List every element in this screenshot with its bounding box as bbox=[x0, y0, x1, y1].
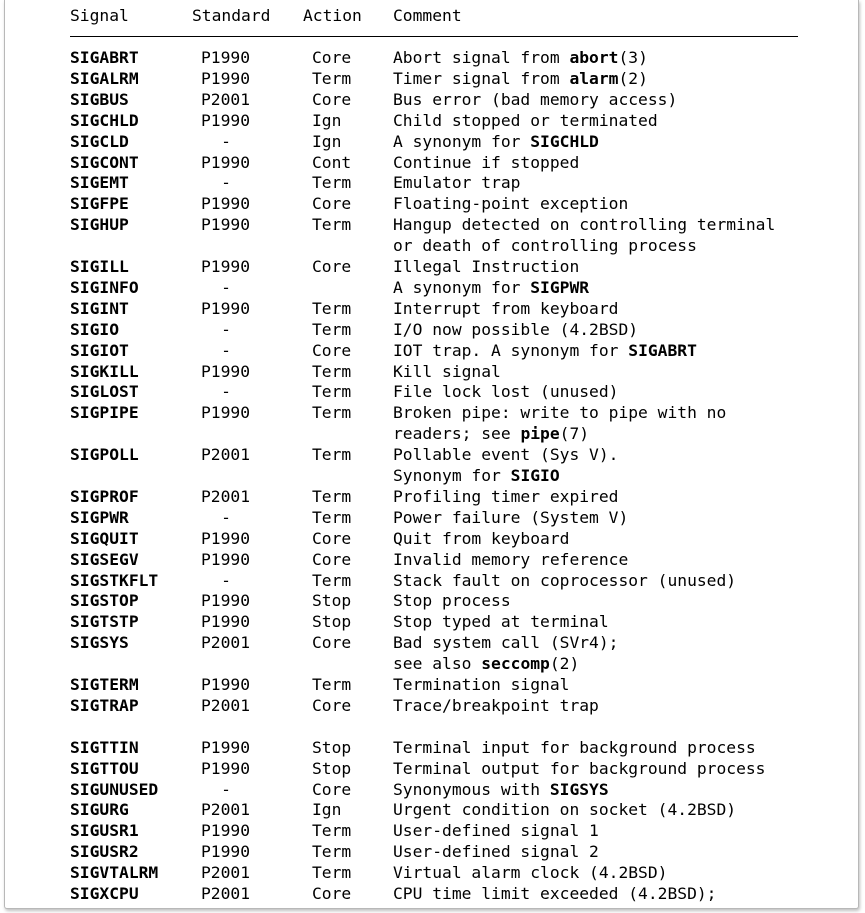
table-row bbox=[0, 883, 865, 904]
signal-standard: P1990 bbox=[201, 257, 251, 276]
header-comment: Comment bbox=[393, 6, 462, 25]
signal-standard: P1990 bbox=[201, 821, 251, 841]
signal-name: SIGINFO bbox=[70, 277, 139, 297]
table-row bbox=[0, 402, 865, 423]
table-row bbox=[0, 799, 865, 820]
signal-action: Term bbox=[312, 215, 352, 235]
signal-action: Term bbox=[312, 382, 352, 402]
signal-name: SIGCLD bbox=[70, 131, 129, 151]
signal-action: Stop bbox=[312, 758, 352, 778]
signal-comment: Power failure (System V) bbox=[393, 507, 629, 527]
signal-name: SIGSEGV bbox=[70, 549, 139, 569]
signal-comment: Bus error (bad memory access) bbox=[393, 89, 678, 109]
signal-name: SIGCONT bbox=[70, 152, 139, 172]
signal-standard: P1990 bbox=[201, 215, 251, 235]
signal-action: Term bbox=[312, 675, 352, 694]
signal-standard: P2001 bbox=[201, 486, 251, 506]
signal-name: SIGPIPE bbox=[70, 403, 139, 423]
table-row bbox=[0, 737, 865, 758]
table-row bbox=[0, 193, 865, 214]
signal-standard: P1990 bbox=[201, 737, 251, 757]
signal-name: SIGHUP bbox=[70, 215, 129, 235]
signal-standard: P1990 bbox=[201, 194, 251, 214]
signal-action: Stop bbox=[312, 737, 352, 757]
signal-standard: P1990 bbox=[201, 675, 251, 694]
signal-action: Term bbox=[312, 298, 352, 318]
signal-name: SIGBUS bbox=[70, 89, 129, 109]
signal-action: Cont bbox=[312, 152, 352, 172]
signal-action: Term bbox=[312, 173, 352, 193]
signal-action: Term bbox=[312, 821, 352, 841]
signal-comment: I/O now possible (4.2BSD) bbox=[393, 319, 639, 339]
table-row bbox=[0, 590, 865, 611]
signal-standard: - bbox=[221, 340, 231, 360]
signal-standard: P1990 bbox=[201, 48, 251, 67]
signal-comment: CPU time limit exceeded (4.2BSD); bbox=[393, 884, 717, 903]
table-row bbox=[0, 611, 865, 632]
table-row bbox=[0, 214, 865, 235]
signal-comment: Continue if stopped bbox=[393, 152, 580, 172]
signal-standard: P2001 bbox=[201, 445, 251, 465]
signal-comment: Emulator trap bbox=[393, 173, 521, 193]
signal-name: SIGPOLL bbox=[70, 445, 139, 465]
signal-name: SIGURG bbox=[70, 800, 129, 820]
signal-name: SIGIO bbox=[70, 319, 120, 339]
signal-name: SIGTTIN bbox=[70, 737, 139, 757]
signal-standard: - bbox=[221, 507, 231, 527]
signal-name: SIGTERM bbox=[70, 675, 139, 694]
signal-action: Term bbox=[312, 570, 352, 590]
signal-standard: P2001 bbox=[201, 633, 251, 653]
signal-standard: P2001 bbox=[201, 800, 251, 820]
signal-action: Term bbox=[312, 842, 352, 862]
signal-comment: A synonym for SIGCHLD bbox=[393, 131, 599, 151]
signal-standard: - bbox=[221, 131, 231, 151]
signal-action: Core bbox=[312, 884, 352, 903]
table-row bbox=[0, 820, 865, 841]
signal-action: Term bbox=[312, 319, 352, 339]
signal-name: SIGTTOU bbox=[70, 758, 139, 778]
bold-reference: SIGABRT bbox=[628, 340, 697, 360]
signal-comment: see also seccomp(2) bbox=[393, 654, 580, 674]
bold-reference: pipe bbox=[520, 424, 560, 444]
header-signal: Signal bbox=[70, 6, 129, 25]
bold-reference: SIGPWR bbox=[530, 277, 590, 297]
signal-standard: P1990 bbox=[201, 110, 251, 130]
bold-reference: abort bbox=[569, 48, 619, 67]
signal-comment: Child stopped or terminated bbox=[393, 110, 658, 130]
signal-name: SIGALRM bbox=[70, 68, 139, 88]
signal-name: SIGINT bbox=[70, 298, 129, 318]
signal-comment: Trace/breakpoint trap bbox=[393, 695, 599, 715]
signal-standard: P1990 bbox=[201, 758, 251, 778]
table-row bbox=[0, 131, 865, 152]
signal-name: SIGTSTP bbox=[70, 612, 139, 632]
table-row bbox=[0, 758, 865, 779]
signal-action: Term bbox=[312, 863, 352, 883]
signal-comment: Kill signal bbox=[393, 361, 501, 381]
signal-name: SIGTRAP bbox=[70, 695, 139, 715]
signal-comment: IOT trap. A synonym for SIGABRT bbox=[393, 340, 697, 360]
table-row bbox=[0, 632, 865, 653]
table-row bbox=[0, 653, 865, 674]
signal-comment: Abort signal from abort(3) bbox=[393, 48, 648, 67]
signal-standard: - bbox=[221, 319, 231, 339]
signal-action: Core bbox=[312, 633, 352, 653]
signal-action: Stop bbox=[312, 591, 352, 611]
signal-standard: P2001 bbox=[201, 884, 251, 903]
signal-action: Ign bbox=[312, 800, 342, 820]
bold-reference: seccomp bbox=[481, 654, 550, 674]
signal-standard: P1990 bbox=[201, 403, 251, 423]
table-row bbox=[0, 235, 865, 256]
signal-comment: Invalid memory reference bbox=[393, 549, 629, 569]
signal-name: SIGABRT bbox=[70, 48, 139, 67]
table-row bbox=[0, 298, 865, 319]
header-action: Action bbox=[303, 6, 362, 25]
table-row bbox=[0, 256, 865, 277]
signal-name: SIGVTALRM bbox=[70, 863, 159, 883]
signal-comment: User-defined signal 1 bbox=[393, 821, 599, 841]
table-row bbox=[0, 674, 865, 695]
signal-name: SIGPROF bbox=[70, 486, 139, 506]
table-row bbox=[0, 319, 865, 340]
signal-comment: Broken pipe: write to pipe with no bbox=[393, 403, 727, 423]
signal-action: Term bbox=[312, 403, 352, 423]
signal-comment: Synonym for SIGIO bbox=[393, 466, 560, 485]
signal-action: Core bbox=[312, 549, 352, 569]
table-row bbox=[0, 528, 865, 549]
table-row bbox=[0, 340, 865, 361]
signal-comment: Profiling timer expired bbox=[393, 486, 619, 506]
table-row bbox=[0, 465, 865, 486]
signal-comment: A synonym for SIGPWR bbox=[393, 277, 590, 297]
signal-action: Term bbox=[312, 507, 352, 527]
signal-name: SIGSTKFLT bbox=[70, 570, 159, 590]
signal-name: SIGUSR1 bbox=[70, 821, 139, 841]
table-row bbox=[0, 361, 865, 382]
signal-comment: or death of controlling process bbox=[393, 236, 697, 256]
signal-name: SIGFPE bbox=[70, 194, 129, 214]
table-row bbox=[0, 549, 865, 570]
table-row bbox=[0, 841, 865, 862]
signal-name: SIGSYS bbox=[70, 633, 129, 653]
table-row bbox=[0, 507, 865, 528]
signal-name: SIGKILL bbox=[70, 361, 139, 381]
signal-action: Core bbox=[312, 89, 352, 109]
signal-comment: Floating-point exception bbox=[393, 194, 629, 214]
header-divider bbox=[70, 36, 798, 37]
signal-standard: P1990 bbox=[201, 842, 251, 862]
signal-comment: Termination signal bbox=[393, 675, 570, 694]
table-row bbox=[0, 423, 865, 444]
bold-reference: SIGCHLD bbox=[530, 131, 599, 151]
table-row bbox=[0, 152, 865, 173]
signal-comment: Stop typed at terminal bbox=[393, 612, 609, 632]
signal-comment: Interrupt from keyboard bbox=[393, 298, 619, 318]
signal-standard: - bbox=[221, 173, 231, 193]
signal-comment: Bad system call (SVr4); bbox=[393, 633, 619, 653]
signal-action: Core bbox=[312, 340, 352, 360]
signal-standard: P2001 bbox=[201, 863, 251, 883]
signal-action: Term bbox=[312, 486, 352, 506]
signal-action: Core bbox=[312, 48, 352, 67]
signal-standard: P1990 bbox=[201, 549, 251, 569]
signal-standard: P1990 bbox=[201, 612, 251, 632]
signal-comment: Urgent condition on socket (4.2BSD) bbox=[393, 800, 737, 820]
signal-action: Core bbox=[312, 194, 352, 214]
signal-comment: Timer signal from alarm(2) bbox=[393, 68, 648, 88]
signal-standard: - bbox=[221, 277, 231, 297]
signal-name: SIGQUIT bbox=[70, 528, 139, 548]
signal-comment: Stack fault on coprocessor (unused) bbox=[393, 570, 737, 590]
signal-comment: Virtual alarm clock (4.2BSD) bbox=[393, 863, 668, 883]
bold-reference: SIGIO bbox=[510, 466, 560, 485]
signal-comment: File lock lost (unused) bbox=[393, 382, 619, 402]
table-row bbox=[0, 381, 865, 402]
signal-action: Stop bbox=[312, 612, 352, 632]
table-header bbox=[70, 5, 798, 27]
table-row bbox=[0, 570, 865, 591]
signal-standard: P1990 bbox=[201, 298, 251, 318]
signal-standard: P2001 bbox=[201, 89, 251, 109]
table-row bbox=[0, 277, 865, 298]
bold-reference: alarm bbox=[569, 68, 619, 88]
signal-action: Core bbox=[312, 779, 352, 799]
signal-comment: Quit from keyboard bbox=[393, 528, 570, 548]
signal-name: SIGXCPU bbox=[70, 884, 139, 903]
signal-name: SIGIOT bbox=[70, 340, 129, 360]
table-row bbox=[0, 779, 865, 800]
signal-standard: P1990 bbox=[201, 528, 251, 548]
signal-name: SIGPWR bbox=[70, 507, 129, 527]
signal-comment: Terminal output for background process bbox=[393, 758, 766, 778]
signal-name: SIGLOST bbox=[70, 382, 139, 402]
table-row bbox=[0, 110, 865, 131]
signal-action: Term bbox=[312, 68, 352, 88]
bold-reference: SIGSYS bbox=[549, 779, 609, 799]
table-row bbox=[0, 47, 865, 68]
signal-standard: P1990 bbox=[201, 591, 251, 611]
signal-action: Core bbox=[312, 257, 352, 276]
signal-action: Term bbox=[312, 361, 352, 381]
signal-action: Ign bbox=[312, 110, 342, 130]
signal-standard: - bbox=[221, 382, 231, 402]
header-standard: Standard bbox=[192, 6, 271, 25]
signal-comment: Stop process bbox=[393, 591, 511, 611]
signal-name: SIGCHLD bbox=[70, 110, 139, 130]
table-row bbox=[0, 486, 865, 507]
signal-standard: - bbox=[221, 570, 231, 590]
table-row bbox=[0, 862, 865, 883]
signal-name: SIGEMT bbox=[70, 173, 129, 193]
signal-standard: - bbox=[221, 779, 231, 799]
table-row bbox=[0, 89, 865, 110]
signal-comment: Pollable event (Sys V). bbox=[393, 445, 619, 465]
table-row bbox=[0, 444, 865, 465]
signal-action: Core bbox=[312, 528, 352, 548]
signal-comment: Synonymous with SIGSYS bbox=[393, 779, 609, 799]
signal-comment: User-defined signal 2 bbox=[393, 842, 599, 862]
table-row bbox=[0, 68, 865, 89]
signal-standard: P1990 bbox=[201, 152, 251, 172]
signal-action: Term bbox=[312, 445, 352, 465]
signal-name: SIGUSR2 bbox=[70, 842, 139, 862]
table-row bbox=[0, 172, 865, 193]
signal-action: Ign bbox=[312, 131, 342, 151]
signal-name: SIGSTOP bbox=[70, 591, 139, 611]
table-row bbox=[0, 695, 865, 716]
signal-standard: P2001 bbox=[201, 695, 251, 715]
signal-standard: P1990 bbox=[201, 68, 251, 88]
signal-comment: Terminal input for background process bbox=[393, 737, 756, 757]
signal-comment: Hangup detected on controlling terminal bbox=[393, 215, 776, 235]
signal-comment: readers; see pipe(7) bbox=[393, 424, 590, 444]
signal-action: Core bbox=[312, 695, 352, 715]
signal-standard: P1990 bbox=[201, 361, 251, 381]
signal-name: SIGILL bbox=[70, 257, 129, 276]
signal-comment: Illegal Instruction bbox=[393, 257, 580, 276]
signal-name: SIGUNUSED bbox=[70, 779, 159, 799]
